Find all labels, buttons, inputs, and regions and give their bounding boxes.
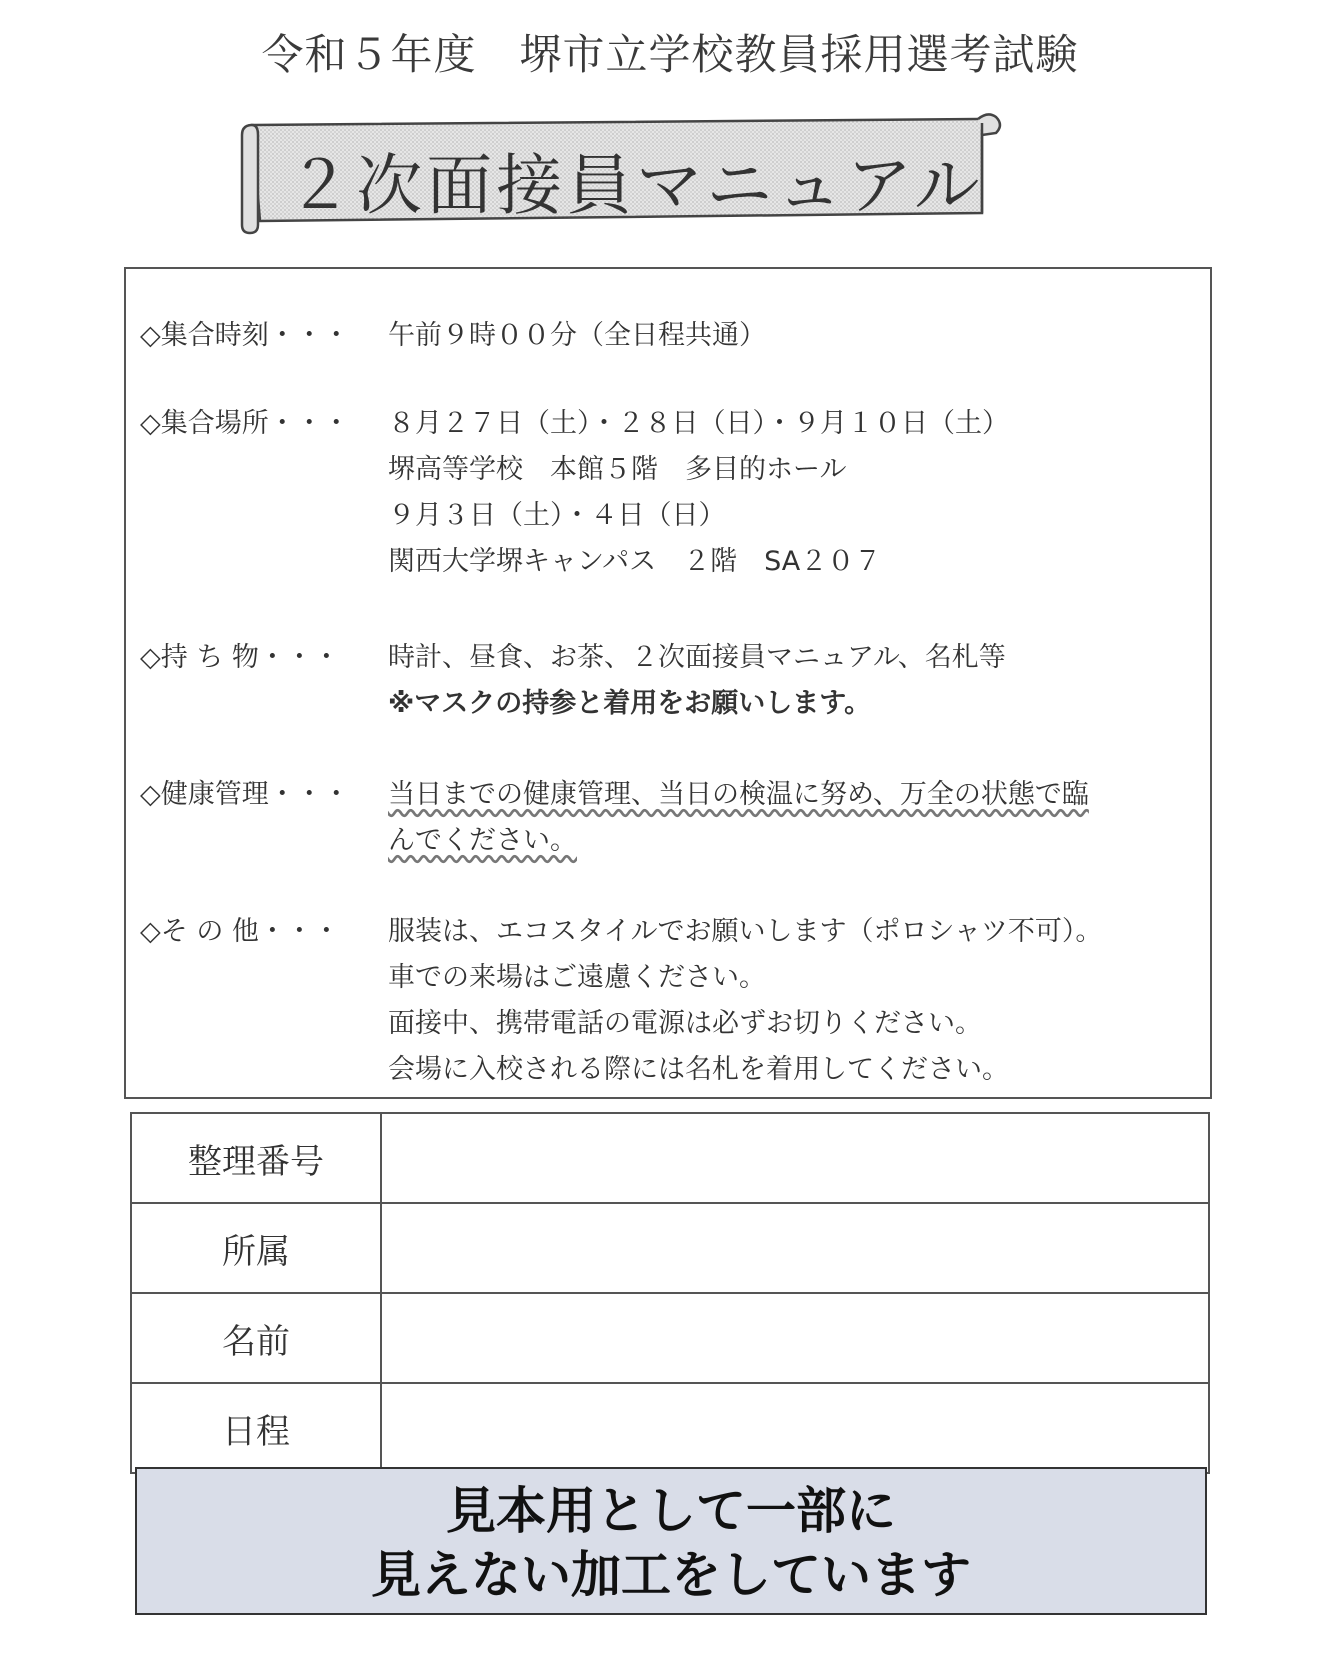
table-row [131, 1383, 1209, 1473]
info-line: 服装は、エコスタイルでお願いします（ポロシャツ不可）。 [388, 916, 1103, 947]
info-line: ８月２７日（土）・２８日（日）・９月１０日（土） [388, 408, 1009, 439]
notice-line-2: 見えない加工をしています [371, 1546, 971, 1604]
info-label: ◇そ の 他・・・ [140, 916, 340, 947]
info-line: 当日までの健康管理、当日の検温に努め、万全の状態で臨 [388, 779, 1089, 810]
form-label: 所属 [131, 1203, 381, 1293]
info-label: ◇健康管理・・・ [140, 779, 350, 810]
form-field-name[interactable] [381, 1293, 1209, 1383]
table-row [131, 1113, 1209, 1203]
table-row [131, 1203, 1209, 1293]
info-line: 会場に入校される際には名札を着用してください。 [388, 1054, 1009, 1085]
form-table [130, 1112, 1210, 1474]
info-line: 車での来場はご遠慮ください。 [388, 962, 766, 993]
info-line: ９月３日（土）・４日（日） [388, 500, 726, 531]
info-line: 堺高等学校 本館５階 多目的ホール [388, 454, 847, 485]
form-field-affiliation[interactable] [381, 1203, 1209, 1293]
sample-notice [135, 1467, 1207, 1615]
form-label: 整理番号 [131, 1113, 381, 1203]
notice-line-1: 見本用として一部に [446, 1482, 896, 1540]
header-title: 令和５年度 堺市立学校教員採用選考試験 [261, 30, 1079, 79]
info-line: 午前９時００分（全日程共通） [388, 320, 766, 351]
info-label: ◇集合時刻・・・ [140, 320, 350, 351]
info-line: 関西大学堺キャンパス ２階 SA２０７ [388, 546, 882, 577]
info-line-mask-note: ※マスクの持参と着用をお願いします。 [388, 688, 872, 719]
info-line: 面接中、携帯電話の電源は必ずお切りください。 [388, 1008, 982, 1039]
info-line: んでください。 [388, 825, 577, 856]
form-label: 名前 [131, 1293, 381, 1383]
info-label: ◇集合場所・・・ [140, 408, 350, 439]
info-box [124, 267, 1212, 1099]
table-row [131, 1293, 1209, 1383]
form-field-number[interactable] [381, 1113, 1209, 1203]
info-line: 時計、昼食、お茶、２次面接員マニュアル、名札等 [388, 642, 1006, 673]
form-label: 日程 [131, 1383, 381, 1473]
banner-title: ２次面接員マニュアル [286, 147, 984, 224]
info-label: ◇持 ち 物・・・ [140, 642, 340, 673]
form-field-schedule[interactable] [381, 1383, 1209, 1473]
